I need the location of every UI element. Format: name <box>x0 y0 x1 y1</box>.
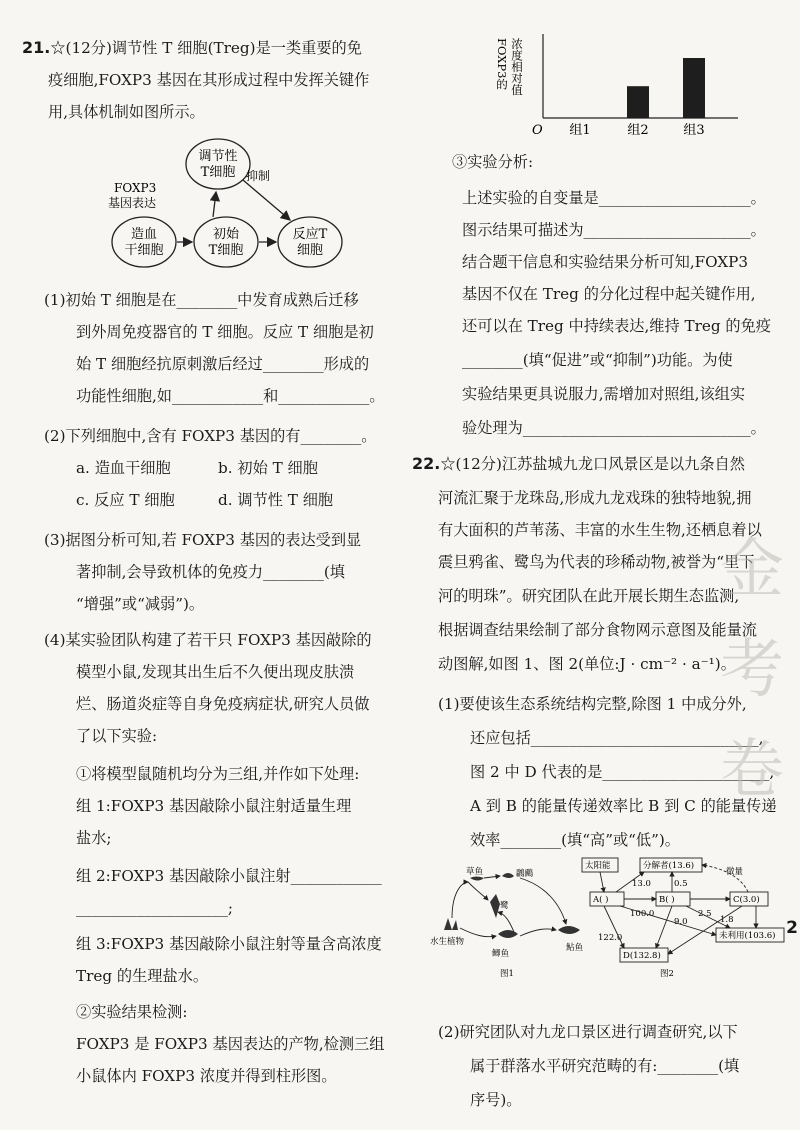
value-90: 9.0 <box>674 917 688 927</box>
organism-catfish: 鲇鱼 <box>566 943 584 953</box>
foxp3-bar-chart <box>488 30 748 142</box>
detection-line-2: 小鼠体内 FOXP3 浓度并得到柱形图。 <box>76 1067 337 1085</box>
question-22-line-7: 动图解,如图 1、图 2(单位:J · cm⁻² · a⁻¹)。 <box>438 655 736 673</box>
watermark: 金 考 卷 <box>720 533 784 807</box>
node-naive-t-cell <box>194 217 258 267</box>
y-axis-label-line-2: 浓度相对值 <box>510 38 524 96</box>
analysis-line-8: 验处理为______________________________。 <box>462 419 766 437</box>
y-axis-label <box>495 37 524 95</box>
svg-text:初始: 初始 <box>212 227 240 242</box>
organism-heron: 鹭 <box>500 901 509 911</box>
group-2-line-2: ____________________; <box>76 899 233 917</box>
q22-part1-line-5: 效率________(填“高”或“低”)。 <box>470 831 680 849</box>
y-axis-label-line-1: FOXP3的 <box>495 38 509 90</box>
svg-text:T细胞: T细胞 <box>208 243 244 258</box>
bar-2 <box>627 86 649 118</box>
question-21-number: 21. <box>22 38 51 57</box>
value-18: 1.8 <box>720 915 734 925</box>
value-122: 122.0 <box>598 933 623 943</box>
micro-label: 微量 <box>726 867 744 877</box>
figure-1-food-web <box>428 862 598 980</box>
figure-2-caption: 图2 <box>660 969 674 978</box>
bar-3 <box>683 58 705 118</box>
q22-part2-line-1: (2)研究团队对九龙口景区进行调查研究,以下 <box>438 1023 738 1041</box>
svg-text:T细胞: T细胞 <box>200 165 236 180</box>
catfish-icon <box>558 926 580 934</box>
box-a: A( ) <box>593 895 609 905</box>
heron-icon <box>490 894 500 918</box>
page-number: 2 <box>786 918 798 938</box>
q21-part4-line-4: 了以下实验: <box>76 727 158 745</box>
node-hematopoietic-stem-cell <box>112 217 176 267</box>
q22-part1-line-3: 图 2 中 D 代表的是______________________, <box>470 763 775 781</box>
figure-2-energy-flow <box>580 856 792 978</box>
group-1-line-1: 组 1:FOXP3 基因敲除小鼠注射适量生理 <box>76 797 352 815</box>
node-effector-t-cell <box>278 217 342 267</box>
step-1-heading: ①将模型鼠随机均分为三组,并作如下处理: <box>76 765 360 783</box>
detection-line-1: FOXP3 是 FOXP3 基因表达的产物,检测三组 <box>76 1035 385 1053</box>
q22-part2-line-2: 属于群落水平研究范畴的有:________(填 <box>470 1057 740 1075</box>
sun-energy-box: 太阳能 <box>585 861 611 871</box>
label-foxp3-expression-2: 基因表达 <box>108 196 157 210</box>
q22-part1-line-4: A 到 B 的能量传递效率比 B 到 C 的能量传递 <box>470 797 777 815</box>
group-3-line-2: Treg 的生理盐水。 <box>76 967 209 985</box>
q21-part2-line-1: (2)下列细胞中,含有 FOXP3 基因的有________。 <box>44 427 377 445</box>
aquatic-plant-icon <box>444 918 458 930</box>
q22-part2-line-3: 序号)。 <box>470 1091 522 1109</box>
svg-text:造血: 造血 <box>130 227 158 242</box>
question-22-line-2: 河流汇聚于龙珠岛,形成九龙戏珠的独特地貌,拥 <box>438 489 752 507</box>
q21-part3-line-1: (3)据图分析可知,若 FOXP3 基因的表达受到显 <box>44 531 362 549</box>
question-22-line-3: 有大面积的芦苇荡、丰富的水生生物,还栖息着以 <box>438 521 762 539</box>
option-d: d. 调节性 T 细胞 <box>218 491 334 509</box>
question-21-intro-line-1: 21.☆(12分)调节性 T 细胞(Treg)是一类重要的免 <box>22 38 362 57</box>
step-3-heading: ③实验分析: <box>452 153 534 171</box>
value-13: 13.0 <box>632 879 651 889</box>
treg-mechanism-diagram <box>88 134 358 274</box>
decomposer-box: 分解者(13.6) <box>643 861 695 871</box>
arrow-naive-to-treg <box>213 192 216 217</box>
option-b: b. 初始 T 细胞 <box>218 459 318 477</box>
crucian-carp-icon <box>498 930 518 938</box>
group-2-line-1: 组 2:FOXP3 基因敲除小鼠注射____________ <box>76 867 382 885</box>
value-25: 2.5 <box>698 909 712 919</box>
box-b: B( ) <box>659 895 675 905</box>
q21-part4-line-1: (4)某实验团队构建了若干只 FOXP3 基因敲除的 <box>44 631 372 649</box>
figure-1-caption: 图1 <box>500 969 514 979</box>
q21-part4-line-2: 模型小鼠,发现其出生后不久便出现皮肤溃 <box>76 663 355 681</box>
category-label-1: 组1 <box>569 123 591 138</box>
question-21-intro-line-2: 疫细胞,FOXP3 基因在其形成过程中发挥关键作 <box>48 71 370 89</box>
group-1-line-2: 盐水; <box>76 829 112 847</box>
question-21-intro-line-3: 用,具体机制如图所示。 <box>48 103 205 121</box>
q22-part1-line-2: 还应包括______________________________, <box>470 729 764 747</box>
q21-part1-line-2: 到外周免疫器官的 T 细胞。反应 T 细胞是初 <box>76 323 374 341</box>
organism-grass-carp: 草鱼 <box>466 867 484 877</box>
unused-box: 未利用(103.6) <box>719 931 776 941</box>
question-22-line-1: 22.☆(12分)江苏盐城九龙口风景区是以九条自然 <box>412 454 745 473</box>
box-c: C(3.0) <box>733 895 760 905</box>
q21-part3-line-3: “增强”或“减弱”)。 <box>76 595 205 613</box>
option-a: a. 造血干细胞 <box>76 459 171 477</box>
analysis-line-7: 实验结果更具说服力,需增加对照组,该组实 <box>462 385 746 403</box>
category-label-3: 组3 <box>683 123 705 138</box>
origin-label: O <box>532 123 543 138</box>
step-2-heading: ②实验结果检测: <box>76 1003 188 1021</box>
analysis-line-3: 结合题干信息和实验结果分析可知,FOXP3 <box>462 253 749 271</box>
analysis-line-1: 上述实验的自变量是____________________。 <box>462 189 766 207</box>
q22-part1-line-1: (1)要使该生态系统结构完整,除图 1 中成分外, <box>438 695 747 713</box>
question-22-number: 22. <box>412 454 441 473</box>
value-100: 100.0 <box>630 909 655 919</box>
question-22-line-4: 震旦鸦雀、鹭鸟为代表的珍稀动物,被誉为“里下 <box>438 553 755 571</box>
svg-text:反应T: 反应T <box>292 227 328 242</box>
organism-aquatic-plant: 水生植物 <box>430 937 465 947</box>
label-foxp3-expression-1: FOXP3 <box>114 181 157 195</box>
grebe-icon <box>502 873 514 878</box>
analysis-line-2: 图示结果可描述为______________________。 <box>462 221 766 239</box>
organism-crucian-carp: 鲫鱼 <box>492 949 510 959</box>
q21-part1-line-3: 始 T 细胞经抗原刺激后经过________形成的 <box>76 355 370 373</box>
question-22-line-6: 根据调查结果绘制了部分食物网示意图及能量流 <box>438 621 757 639</box>
grass-carp-icon <box>470 877 484 881</box>
label-inhibit: 抑制 <box>246 169 271 183</box>
value-05: 0.5 <box>674 879 688 889</box>
analysis-line-4: 基因不仅在 Treg 的分化过程中起关键作用, <box>462 285 756 303</box>
svg-text:细胞: 细胞 <box>296 243 324 258</box>
q21-part4-line-3: 烂、肠道炎症等自身免疫病症状,研究人员做 <box>76 695 370 713</box>
q21-part3-line-2: 著抑制,会导致机体的免疫力________(填 <box>76 563 345 581</box>
q21-part1-line-4: 功能性细胞,如____________和____________。 <box>76 387 385 405</box>
q21-part1-line-1: (1)初始 T 细胞是在________中发育成熟后迁移 <box>44 291 359 309</box>
question-22-line-5: 河的明珠”。研究团队在此开展长期生态监测, <box>438 587 740 605</box>
option-c: c. 反应 T 细胞 <box>76 491 175 509</box>
analysis-line-6: ________(填“促进”或“抑制”)功能。为使 <box>462 351 733 369</box>
svg-text:调节性: 调节性 <box>198 149 238 164</box>
svg-text:干细胞: 干细胞 <box>124 243 164 258</box>
organism-grebe: 鸊鷉 <box>516 869 534 879</box>
node-treg <box>186 139 250 189</box>
group-3-line-1: 组 3:FOXP3 基因敲除小鼠注射等量含高浓度 <box>76 935 382 953</box>
analysis-line-5: 还可以在 Treg 中持续表达,维持 Treg 的免疫 <box>462 317 771 335</box>
box-d: D(132.8) <box>623 951 661 961</box>
arrow-treg-inhibits-effector <box>243 180 290 220</box>
category-label-2: 组2 <box>627 123 649 138</box>
